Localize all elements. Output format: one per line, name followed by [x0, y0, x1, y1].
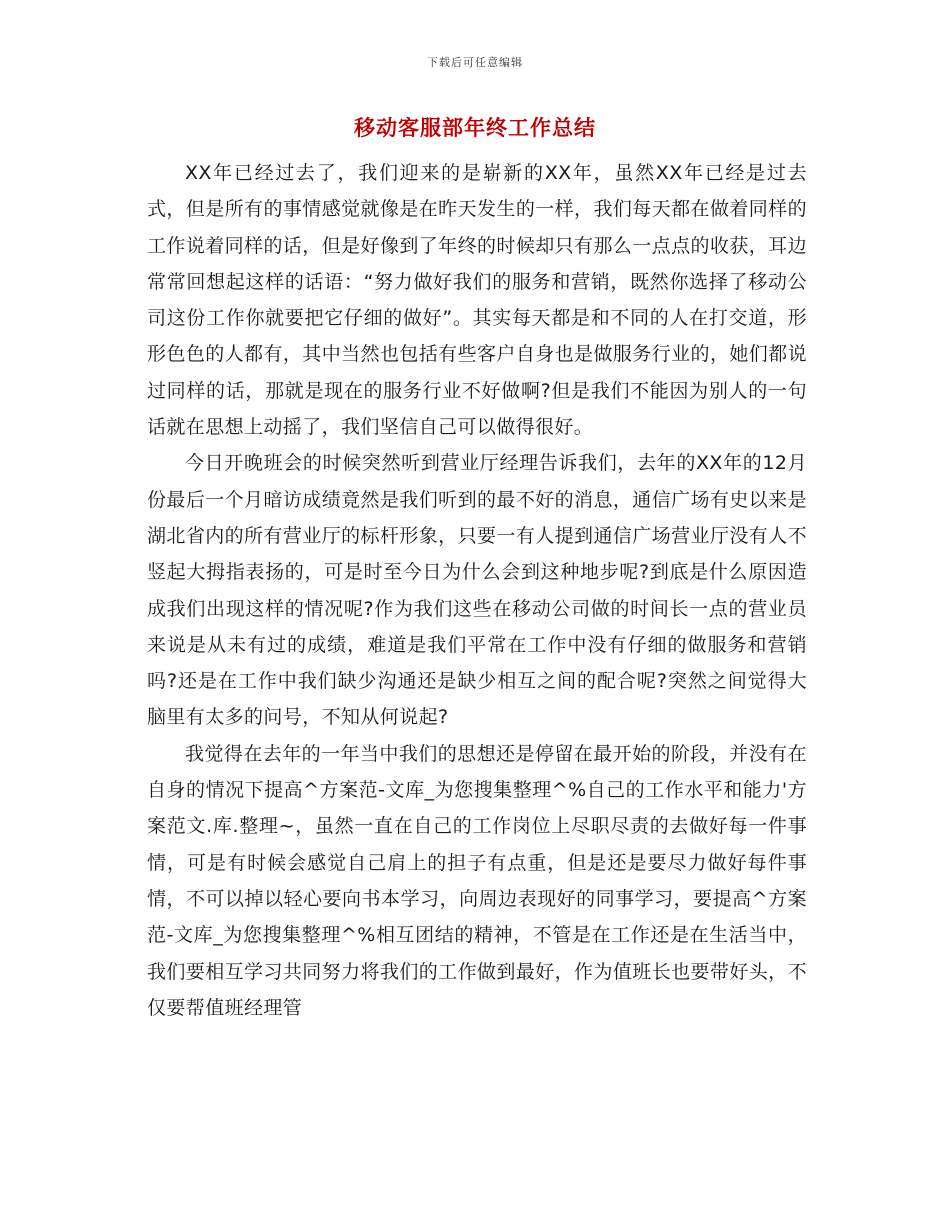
- document-body: [147, 155, 807, 1026]
- document-title: 移动客服部年终工作总结: [354, 116, 596, 140]
- paragraph: 我觉得在去年的一年当中我们的思想还是停留在最开始的阶段，并没有在自身的情况下提高^方案范-文库_为您搜集整理^%自己的工作水平和能力'方案范文.库.整理~，虽然一直在自己的工作岗位上尽职尽责的去做好每一件事情，可是有时候会感觉自己肩上的担子有点重，但是还是要尽力做好每件事情，不可以掉以轻心要向书本学习，向周边表现好的同事学习，要提高^方案范-文库_为您搜集整理^%相互团结的精神，不管是在工作还是在生活当中，我们要相互学习共同努力将我们的工作做到最好，作为值班长也要带好头，不仅要帮值班经理管: [147, 742, 807, 1019]
- header-note: 下载后可任意编辑: [427, 56, 523, 69]
- paragraph: 今日开晚班会的时候突然听到营业厅经理告诉我们，去年的XX年的12月份最后一个月暗访成绩竟然是我们听到的最不好的消息，通信广场有史以来是湖北省内的所有营业厅的标杆形象，只要一有人提到通信广场营业厅没有人不竖起大拇指表扬的，可是时至今日为什么会到这种地步呢?到底是什么原因造成我们出现这样的情况呢?作为我们这些在移动公司做的时间长一点的营业员来说是从未有过的成绩，难道是我们平常在工作中没有仔细的做服务和营销吗?还是在工作中我们缺少沟通还是缺少相互之间的配合呢?突然之间觉得大脑里有太多的问号，不知从何说起?: [147, 452, 807, 729]
- paragraph: XX年已经过去了，我们迎来的是崭新的XX年，虽然XX年已经是过去式，但是所有的事情感觉就像是在昨天发生的一样，我们每天都在做着同样的工作说着同样的话，但是好像到了年终的时候却只有那么一点点的收获，耳边常常回想起这样的话语：“努力做好我们的服务和营销，既然你选择了移动公司这份工作你就要把它仔细的做好”。其实每天都是和不同的人在打交道，形形色色的人都有，其中当然也包括有些客户自身也是做服务行业的，她们都说过同样的话，那就是现在的服务行业不好做啊?但是我们不能因为别人的一句话就在思想上动摇了，我们坚信自己可以做得很好。: [147, 162, 807, 439]
